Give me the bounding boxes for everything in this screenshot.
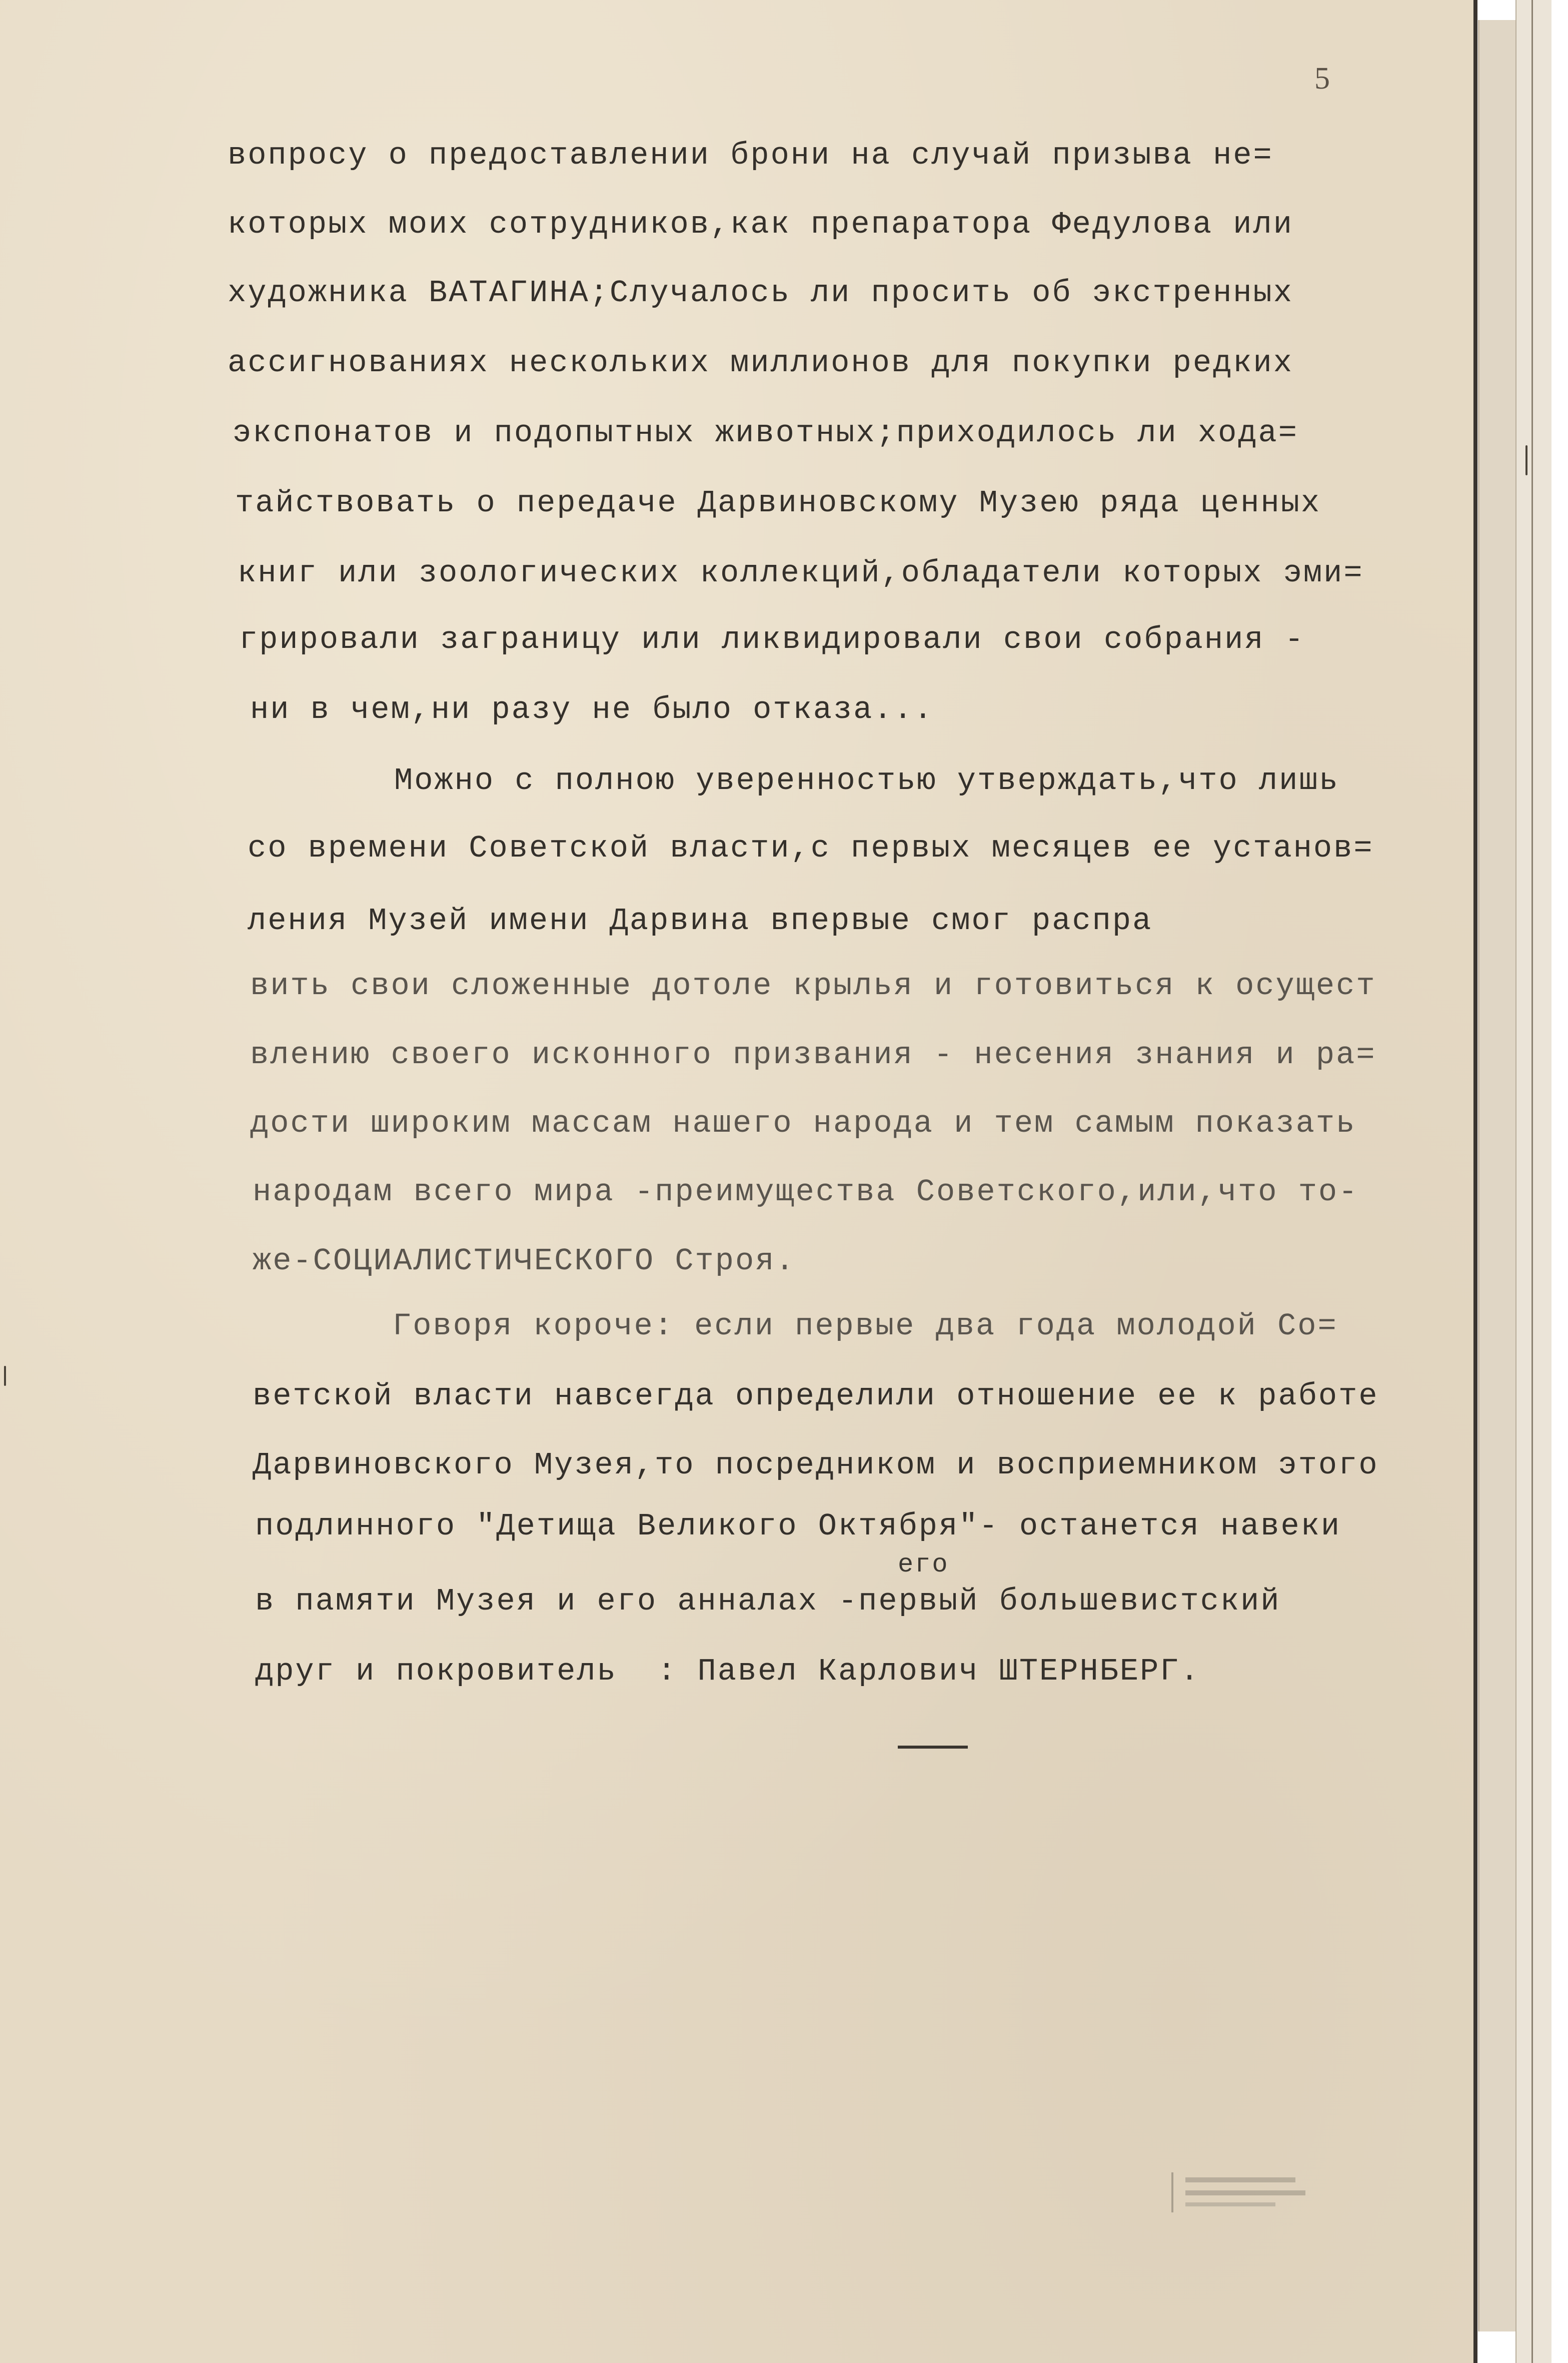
text-line: вопросу о предоставлении брони на случай призыва не=: [228, 138, 1273, 173]
sheet-edge-line: [1531, 0, 1533, 2363]
text-line: в памяти Музея и его анналах -первый большевистский: [255, 1584, 1281, 1619]
text-line: грировали заграницу или ликвидировали свои собрания -: [239, 622, 1305, 657]
text-line: со времени Советской власти,с первых месяцев ее установ=: [248, 831, 1374, 866]
text-line: экспонатов и подопытных животных;приходилось ли хода=: [233, 415, 1298, 451]
underlying-sheet-edge: [1515, 0, 1551, 2363]
text-line: дости широким массам нашего народа и тем самым показать: [250, 1106, 1356, 1141]
page-number: 5: [1314, 62, 1330, 96]
text-line: Можно с полною уверенностью утверждать,что лишь: [394, 763, 1339, 799]
archive-stamp-mark: [1170, 2166, 1320, 2216]
interlinear-insertion: его: [898, 1550, 949, 1580]
text-line: ни в чем,ни разу не было отказа...: [250, 692, 934, 727]
text-line: Дарвиновского Музея,то посредником и восприемником этого: [253, 1447, 1379, 1483]
page-edge: [1473, 0, 1477, 2363]
text-line: художника ВАТАГИНА;Случалось ли просить об экстренных: [228, 275, 1293, 311]
text-line: тайствовать о передаче Дарвиновскому Музею ряда ценных: [235, 485, 1321, 521]
text-line: ассигнованиях нескольких миллионов для покупки редких: [228, 345, 1293, 381]
text-line: же-СОЦИАЛИСТИЧЕСКОГО Строя.: [253, 1243, 796, 1279]
text-line: подлинного "Детища Великого Октября"- останется навеки: [255, 1508, 1341, 1544]
closing-rule: [898, 1746, 968, 1749]
text-line: вить свои сложенные дотоле крылья и готовиться к осущест: [250, 968, 1376, 1004]
text-line: книг или зоологических коллекций,обладатели которых эми=: [238, 555, 1364, 591]
text-line: Говоря короче: если первые два года молодой Со=: [393, 1308, 1338, 1344]
text-line: ветской власти навсегда определили отношение ее к работе: [253, 1378, 1379, 1414]
margin-mark: [4, 1366, 6, 1386]
text-line: ления Музей имени Дарвина впервые смог распра: [248, 903, 1153, 939]
text-line: влению своего исконного призвания - несения знания и ра=: [250, 1037, 1376, 1073]
text-line: которых моих сотрудников,как препаратора Федулова или: [228, 207, 1293, 242]
text-line: народам всего мира -преимущества Советского,или,что то-: [253, 1174, 1359, 1210]
text-line: друг и покровитель : Павел Карлович ШТЕРНБЕРГ.: [255, 1654, 1200, 1689]
margin-mark: [1525, 445, 1527, 475]
